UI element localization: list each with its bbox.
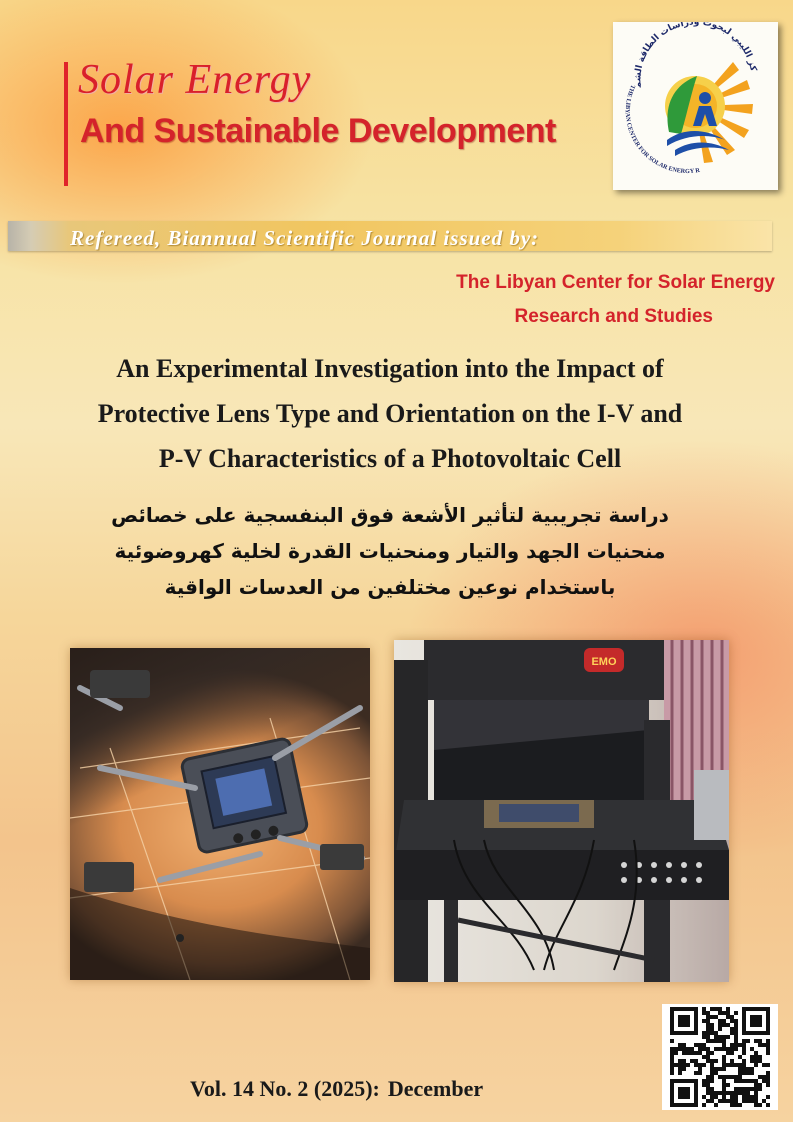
qr-module xyxy=(706,1015,710,1019)
qr-module xyxy=(742,1067,746,1071)
qr-module xyxy=(722,1039,726,1043)
qr-module xyxy=(754,1059,758,1063)
qr-module xyxy=(754,1103,758,1107)
qr-module xyxy=(730,1063,734,1067)
qr-module xyxy=(702,1011,706,1015)
qr-module xyxy=(742,1059,746,1063)
qr-module xyxy=(726,1015,730,1019)
qr-module xyxy=(710,1091,714,1095)
qr-module xyxy=(686,1063,690,1067)
qr-module xyxy=(754,1083,758,1087)
qr-module xyxy=(746,1095,750,1099)
article-title-arabic xyxy=(40,497,740,605)
qr-module xyxy=(722,1047,726,1051)
qr-module xyxy=(702,1007,706,1011)
qr-module xyxy=(726,1035,730,1039)
qr-module xyxy=(674,1047,678,1051)
qr-module xyxy=(726,1083,730,1087)
qr-module xyxy=(714,1059,718,1063)
qr-module xyxy=(750,1055,754,1059)
qr-module xyxy=(718,1035,722,1039)
qr-module xyxy=(710,1067,714,1071)
qr-module xyxy=(706,1027,710,1031)
qr-module xyxy=(738,1087,742,1091)
qr-module xyxy=(722,1043,726,1047)
qr-module xyxy=(714,1091,718,1095)
qr-module xyxy=(742,1043,746,1047)
qr-module xyxy=(702,1047,706,1051)
qr-module xyxy=(726,1023,730,1027)
qr-module xyxy=(754,1039,758,1043)
qr-module xyxy=(678,1059,682,1063)
qr-module xyxy=(718,1099,722,1103)
qr-module xyxy=(710,1007,714,1011)
article-title-en-line-2: Protective Lens Type and Orientation on the I-V and xyxy=(97,399,683,428)
qr-module xyxy=(706,1035,710,1039)
qr-module xyxy=(766,1071,770,1075)
qr-module xyxy=(682,1063,686,1067)
qr-module xyxy=(702,1103,706,1107)
qr-module xyxy=(766,1063,770,1067)
qr-module xyxy=(734,1079,738,1083)
qr-module xyxy=(726,1099,730,1103)
qr-module xyxy=(718,1007,722,1011)
qr-module xyxy=(750,1059,754,1063)
qr-module xyxy=(754,1079,758,1083)
center-logo xyxy=(613,22,778,190)
qr-module xyxy=(706,1099,710,1103)
qr-module xyxy=(686,1051,690,1055)
qr-module xyxy=(690,1059,694,1063)
publisher-name xyxy=(355,266,775,334)
qr-module xyxy=(766,1039,770,1043)
qr-module xyxy=(682,1051,686,1055)
masthead-accent-bar xyxy=(64,62,68,186)
qr-module xyxy=(758,1059,762,1063)
qr-module xyxy=(714,1095,718,1099)
qr-module xyxy=(722,1091,726,1095)
qr-module xyxy=(750,1087,754,1091)
qr-module xyxy=(726,1007,730,1011)
qr-module xyxy=(710,1075,714,1079)
qr-module xyxy=(674,1051,678,1055)
article-title-ar-line-3: باستخدام نوعين مختلفين من العدسات الواقية xyxy=(164,575,616,599)
qr-module xyxy=(742,1051,746,1055)
qr-module xyxy=(742,1079,746,1083)
article-title-en-line-1: An Experimental Investigation into the Impact of xyxy=(116,354,664,383)
qr-module xyxy=(730,1103,734,1107)
issue-info xyxy=(190,1076,483,1102)
qr-module xyxy=(738,1091,742,1095)
qr-module xyxy=(730,1059,734,1063)
qr-module xyxy=(682,1047,686,1051)
qr-module xyxy=(766,1051,770,1055)
qr-module xyxy=(746,1079,750,1083)
qr-module xyxy=(746,1071,750,1075)
qr-module xyxy=(742,1063,746,1067)
qr-module xyxy=(678,1067,682,1071)
qr-module xyxy=(746,1039,750,1043)
qr-module xyxy=(682,1043,686,1047)
photo-solar-simulator xyxy=(394,640,729,982)
qr-finder xyxy=(750,1015,762,1027)
qr-module xyxy=(738,1103,742,1107)
qr-module xyxy=(734,1087,738,1091)
qr-module xyxy=(706,1051,710,1055)
qr-module xyxy=(710,1031,714,1035)
qr-module xyxy=(722,1011,726,1015)
qr-module xyxy=(714,1035,718,1039)
solar-cell-stage-illustration xyxy=(70,648,370,980)
qr-module xyxy=(754,1055,758,1059)
qr-module xyxy=(742,1099,746,1103)
qr-module xyxy=(722,1055,726,1059)
qr-module xyxy=(738,1071,742,1075)
qr-module xyxy=(722,1099,726,1103)
qr-module xyxy=(766,1047,770,1051)
logo-english-text: THE LIBYAN CENTER FOR SOLAR ENERGY R xyxy=(623,83,701,176)
qr-module xyxy=(758,1039,762,1043)
qr-module xyxy=(694,1063,698,1067)
qr-module xyxy=(766,1103,770,1107)
qr-module xyxy=(738,1075,742,1079)
qr-module xyxy=(698,1071,702,1075)
qr-module xyxy=(702,1079,706,1083)
journal-title-script: Solar Energy xyxy=(78,57,312,103)
qr-module xyxy=(738,1043,742,1047)
qr-module xyxy=(754,1063,758,1067)
qr-module xyxy=(750,1067,754,1071)
qr-module xyxy=(710,1023,714,1027)
qr-module xyxy=(742,1039,746,1043)
qr-module xyxy=(750,1047,754,1051)
qr-module xyxy=(738,1055,742,1059)
qr-module xyxy=(734,1063,738,1067)
qr-module xyxy=(754,1087,758,1091)
qr-module xyxy=(750,1079,754,1083)
qr-module xyxy=(694,1051,698,1055)
qr-module xyxy=(722,1087,726,1091)
qr-module xyxy=(754,1095,758,1099)
qr-module xyxy=(710,1059,714,1063)
qr-module xyxy=(766,1083,770,1087)
qr-module xyxy=(706,1011,710,1015)
qr-module xyxy=(710,1063,714,1067)
qr-module xyxy=(670,1063,674,1067)
qr-module xyxy=(718,1067,722,1071)
qr-module xyxy=(718,1039,722,1043)
qr-module xyxy=(682,1067,686,1071)
qr-module xyxy=(670,1047,674,1051)
qr-module xyxy=(702,1055,706,1059)
qr-module xyxy=(750,1071,754,1075)
qr-module xyxy=(730,1031,734,1035)
qr-module xyxy=(702,1031,706,1035)
qr-module xyxy=(762,1043,766,1047)
qr-module xyxy=(742,1047,746,1051)
qr-module xyxy=(682,1059,686,1063)
qr-module xyxy=(710,1051,714,1055)
solar-simulator-illustration xyxy=(394,640,729,982)
qr-module xyxy=(742,1087,746,1091)
qr-module xyxy=(718,1027,722,1031)
qr-module xyxy=(710,1071,714,1075)
qr-module xyxy=(706,1023,710,1027)
qr-module xyxy=(730,1095,734,1099)
article-title-ar-line-2: منحنيات الجهد والتيار ومنحنيات القدرة لخلية كهروضوئية xyxy=(114,539,666,563)
qr-module xyxy=(762,1075,766,1079)
qr-module xyxy=(670,1051,674,1055)
qr-module xyxy=(706,1087,710,1091)
qr-module xyxy=(766,1075,770,1079)
qr-module xyxy=(718,1075,722,1079)
qr-module xyxy=(754,1091,758,1095)
qr-module xyxy=(734,1011,738,1015)
qr-module xyxy=(734,1047,738,1051)
qr-module xyxy=(706,1039,710,1043)
qr-module xyxy=(710,1095,714,1099)
qr-module xyxy=(698,1047,702,1051)
qr-module xyxy=(670,1059,674,1063)
qr-module xyxy=(718,1023,722,1027)
qr-module xyxy=(710,1015,714,1019)
qr-module xyxy=(734,1039,738,1043)
qr-module xyxy=(698,1043,702,1047)
article-title-ar-line-1: دراسة تجريبية لتأثير الأشعة فوق البنفسجية على خصائص xyxy=(111,503,669,527)
qr-module xyxy=(734,1091,738,1095)
qr-module xyxy=(714,1067,718,1071)
qr-module xyxy=(746,1091,750,1095)
qr-module xyxy=(718,1091,722,1095)
qr-module xyxy=(754,1051,758,1055)
qr-module xyxy=(766,1079,770,1083)
qr-module xyxy=(678,1047,682,1051)
qr-module xyxy=(706,1031,710,1035)
qr-module xyxy=(678,1043,682,1047)
qr-module xyxy=(714,1015,718,1019)
qr-module xyxy=(722,1067,726,1071)
qr-module xyxy=(706,1055,710,1059)
qr-module xyxy=(710,1039,714,1043)
issue-volume: Vol. 14 No. 2 (2025): xyxy=(190,1076,380,1101)
qr-module xyxy=(722,1075,726,1079)
qr-module xyxy=(722,1035,726,1039)
qr-module xyxy=(766,1043,770,1047)
qr-module xyxy=(730,1051,734,1055)
qr-finder xyxy=(678,1015,690,1027)
publisher-line-2: Research and Studies xyxy=(514,306,713,327)
qr-module xyxy=(686,1047,690,1051)
qr-module xyxy=(758,1043,762,1047)
qr-module xyxy=(730,1043,734,1047)
photo-solar-cell-stage xyxy=(70,648,370,980)
qr-module xyxy=(750,1095,754,1099)
qr-module xyxy=(694,1043,698,1047)
qr-module xyxy=(702,1063,706,1067)
qr-module xyxy=(722,1023,726,1027)
qr-module xyxy=(730,1015,734,1019)
qr-module xyxy=(738,1067,742,1071)
article-title-en-line-3: P-V Characteristics of a Photovoltaic Cell xyxy=(158,444,622,473)
qr-module xyxy=(766,1095,770,1099)
qr-module xyxy=(758,1055,762,1059)
qr-module xyxy=(726,1075,730,1079)
qr-module xyxy=(698,1067,702,1071)
qr-module xyxy=(714,1103,718,1107)
qr-module xyxy=(734,1031,738,1035)
qr-module xyxy=(754,1099,758,1103)
qr-module xyxy=(694,1071,698,1075)
qr-module xyxy=(670,1071,674,1075)
qr-module xyxy=(734,1023,738,1027)
subtitle-ribbon-text: Refereed, Biannual Scientific Journal issued by: xyxy=(70,226,540,250)
qr-module xyxy=(726,1051,730,1055)
qr-module xyxy=(722,1063,726,1067)
qr-module xyxy=(690,1047,694,1051)
qr-module xyxy=(706,1079,710,1083)
qr-module xyxy=(730,1099,734,1103)
qr-module xyxy=(722,1095,726,1099)
qr-module xyxy=(706,1019,710,1023)
qr-module xyxy=(670,1039,674,1043)
qr-module xyxy=(738,1063,742,1067)
qr-finder xyxy=(678,1087,690,1099)
qr-module xyxy=(726,1047,730,1051)
qr-module xyxy=(726,1011,730,1015)
qr-module xyxy=(710,1087,714,1091)
qr-module xyxy=(706,1047,710,1051)
qr-module xyxy=(726,1063,730,1067)
qr-module xyxy=(734,1099,738,1103)
qr-module xyxy=(738,1079,742,1083)
qr-module xyxy=(734,1035,738,1039)
article-title-english xyxy=(30,346,750,481)
qr-code-icon xyxy=(662,1004,778,1110)
qr-module xyxy=(762,1099,766,1103)
qr-module xyxy=(706,1083,710,1087)
emo-button-label: EMO xyxy=(591,656,617,668)
qr-module xyxy=(730,1091,734,1095)
qr-module xyxy=(722,1079,726,1083)
qr-module xyxy=(726,1091,730,1095)
qr-module xyxy=(714,1007,718,1011)
qr-module xyxy=(714,1047,718,1051)
qr-module xyxy=(746,1087,750,1091)
qr-module xyxy=(694,1059,698,1063)
qr-module xyxy=(750,1099,754,1103)
qr-code[interactable] xyxy=(662,1004,778,1110)
qr-module xyxy=(722,1083,726,1087)
issue-month: December xyxy=(387,1076,484,1101)
qr-module xyxy=(718,1047,722,1051)
qr-module xyxy=(702,1043,706,1047)
qr-module xyxy=(742,1091,746,1095)
qr-module xyxy=(714,1071,718,1075)
qr-module xyxy=(758,1103,762,1107)
qr-module xyxy=(730,1019,734,1023)
qr-module xyxy=(734,1027,738,1031)
qr-module xyxy=(702,1095,706,1099)
qr-module xyxy=(762,1063,766,1067)
solar-center-emblem-icon xyxy=(613,22,778,190)
qr-module xyxy=(742,1071,746,1075)
qr-module xyxy=(710,1079,714,1083)
qr-module xyxy=(734,1103,738,1107)
qr-module xyxy=(734,1043,738,1047)
qr-module xyxy=(678,1071,682,1075)
qr-module xyxy=(690,1051,694,1055)
qr-module xyxy=(718,1011,722,1015)
qr-module xyxy=(702,1019,706,1023)
qr-module xyxy=(706,1091,710,1095)
qr-module xyxy=(674,1063,678,1067)
qr-module xyxy=(762,1079,766,1083)
qr-module xyxy=(758,1075,762,1079)
qr-module xyxy=(746,1099,750,1103)
qr-module xyxy=(714,1039,718,1043)
qr-module xyxy=(730,1075,734,1079)
qr-module xyxy=(670,1055,674,1059)
qr-module xyxy=(734,1095,738,1099)
qr-module xyxy=(730,1047,734,1051)
qr-module xyxy=(718,1019,722,1023)
qr-module xyxy=(670,1067,674,1071)
qr-module xyxy=(702,1083,706,1087)
qr-module xyxy=(742,1095,746,1099)
qr-module xyxy=(722,1019,726,1023)
qr-module xyxy=(722,1059,726,1063)
qr-module xyxy=(702,1035,706,1039)
qr-module xyxy=(730,1027,734,1031)
qr-module xyxy=(710,1099,714,1103)
qr-module xyxy=(758,1083,762,1087)
journal-title-main: And Sustainable Development xyxy=(80,112,556,150)
qr-module xyxy=(734,1019,738,1023)
logo-arabic-text: كز الليبي لبحوث ودراسات الطاقة الشم xyxy=(633,22,758,88)
qr-module xyxy=(698,1051,702,1055)
qr-module xyxy=(706,1075,710,1079)
qr-module xyxy=(710,1027,714,1031)
qr-module xyxy=(678,1063,682,1067)
qr-module xyxy=(706,1059,710,1063)
qr-module xyxy=(734,1075,738,1079)
qr-module xyxy=(714,1031,718,1035)
qr-module xyxy=(698,1063,702,1067)
qr-module xyxy=(746,1067,750,1071)
qr-module xyxy=(758,1087,762,1091)
publisher-line-1: The Libyan Center for Solar Energy xyxy=(456,272,775,293)
